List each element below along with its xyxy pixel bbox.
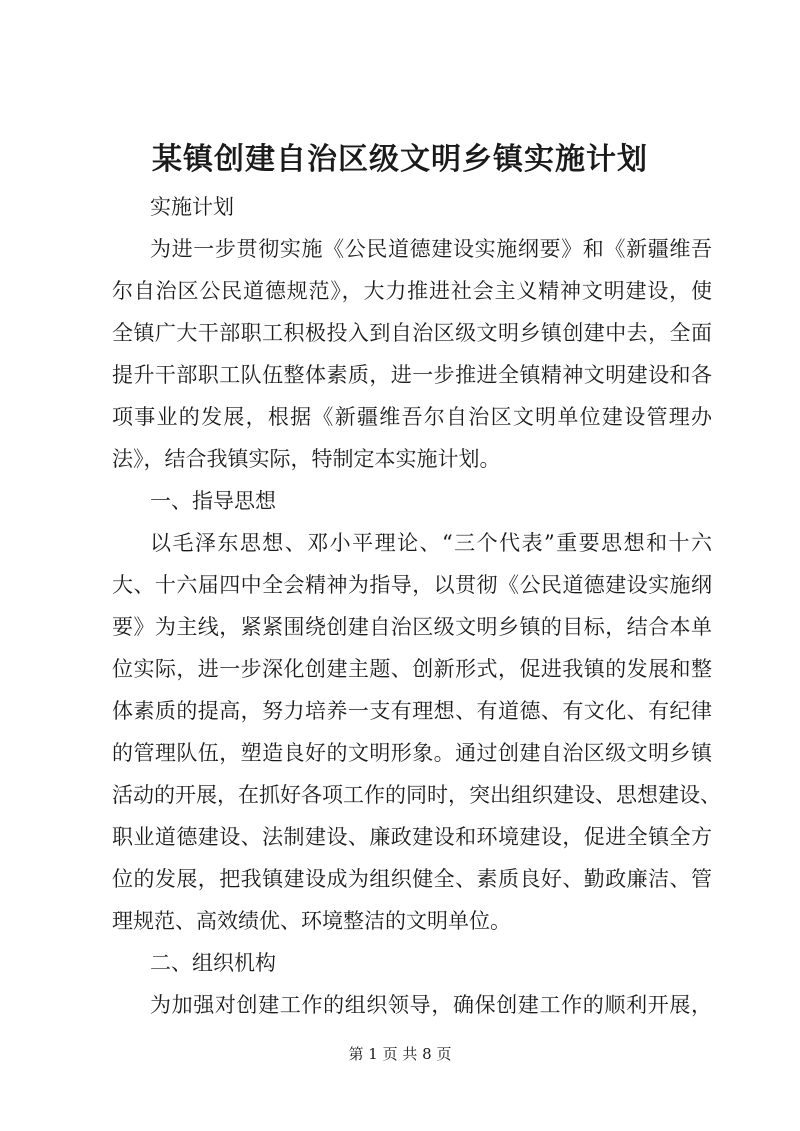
paragraph-line: 活动的开展，在抓好各项工作的同时，突出组织建设、思想建设、 xyxy=(112,783,721,807)
paragraph-line: 的管理队伍，塑造良好的文明形象。通过创建自治区级文明乡镇 xyxy=(112,741,712,765)
paragraph-line: 位实际，进一步深化创建主题、创新形式，促进我镇的发展和整 xyxy=(112,657,712,681)
page-footer: 第 1 页 共 8 页 xyxy=(348,1045,452,1063)
document-title: 某镇创建自治区级文明乡镇实施计划 xyxy=(152,142,648,177)
paragraph-line: 体素质的提高，努力培养一支有理想、有道德、有文化、有纪律 xyxy=(112,699,712,723)
paragraph-line: 位的发展，把我镇建设成为组织健全、素质良好、勤政廉洁、管 xyxy=(112,867,712,891)
section-heading: 二、组织机构 xyxy=(150,951,276,975)
paragraph-line: 为加强对创建工作的组织领导，确保创建工作的顺利开展， xyxy=(150,993,712,1017)
paragraph-line: 法》，结合我镇实际，特制定本实施计划。 xyxy=(112,447,501,471)
paragraph-line: 全镇广大干部职工积极投入到自治区级文明乡镇创建中去，全面 xyxy=(112,321,712,345)
paragraph-line: 要》为主线，紧紧围绕创建自治区级文明乡镇的目标，结合本单 xyxy=(112,615,712,639)
paragraph-line: 提升干部职工队伍整体素质，进一步推进全镇精神文明建设和各 xyxy=(112,363,712,387)
paragraph-line: 为进一步贯彻实施《公民道德建设实施纲要》和《新疆维吾 xyxy=(150,237,712,261)
section-heading: 一、指导思想 xyxy=(150,489,276,513)
paragraph-line: 实施计划 xyxy=(150,195,234,219)
paragraph-line: 职业道德建设、法制建设、廉政建设和环境建设，促进全镇全方 xyxy=(112,825,712,849)
paragraph-line: 尔自治区公民道德规范》，大力推进社会主义精神文明建设，使 xyxy=(112,279,712,303)
paragraph-line: 大、十六届四中全会精神为指导，以贯彻《公民道德建设实施纲 xyxy=(112,573,712,597)
document-body xyxy=(112,186,721,1026)
paragraph-line: 理规范、高效绩优、环境整洁的文明单位。 xyxy=(112,909,511,933)
paragraph-line: 以毛泽东思想、邓小平理论、“三个代表”重要思想和十六 xyxy=(150,531,712,555)
paragraph-line: 项事业的发展，根据《新疆维吾尔自治区文明单位建设管理办 xyxy=(112,405,712,429)
